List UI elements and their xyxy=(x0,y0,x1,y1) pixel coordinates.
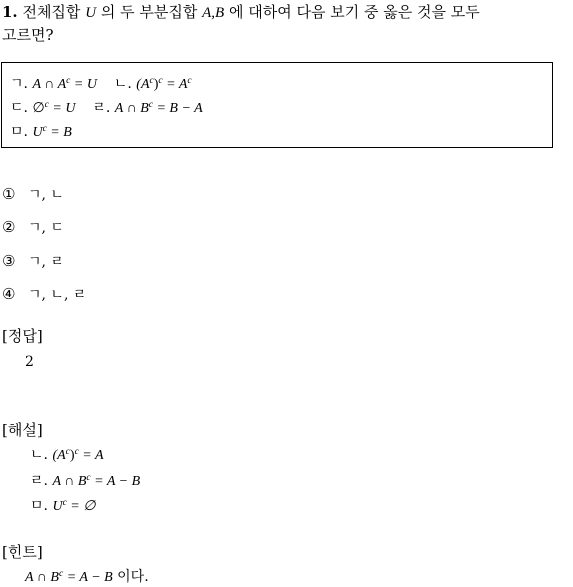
question-number: 1. xyxy=(2,3,18,21)
question-line-2: 고르면? xyxy=(2,26,54,44)
choice-2[interactable] xyxy=(2,218,64,237)
universal-set-var: U xyxy=(85,5,97,21)
hint-title: [힌트] xyxy=(2,543,43,561)
hint-line: A ∩ $B^c = A - B$ 이다. xyxy=(25,568,149,585)
choice-text-1: ㄱ, ㄴ xyxy=(28,187,64,203)
choice-mark-1: ① xyxy=(2,185,16,203)
choice-mark-2: ② xyxy=(2,218,16,236)
explanation-title: [해설] xyxy=(2,421,43,439)
explanation-line-2: ㄹ. A ∩ $B^c = A - B$ xyxy=(30,472,141,489)
explanation-line-1: ㄴ. $(A^c)^c = A$ xyxy=(30,446,104,463)
choice-text-4: ㄱ, ㄴ, ㄹ xyxy=(28,287,87,303)
bogi-row-2 xyxy=(10,100,203,117)
bogi-row-1 xyxy=(10,76,192,93)
bogi-item-1: ㄱ. A ∩ $A^c = U$ xyxy=(10,75,97,92)
bogi-item-3: ㄷ. ∅$^c$ = U xyxy=(10,99,76,116)
question-line-1 xyxy=(2,3,480,22)
answer-title: [정답] xyxy=(2,327,43,345)
subset-vars: A,B xyxy=(202,5,225,21)
question-text-b: 의 두 부분집합 xyxy=(100,3,198,21)
bogi-row-3 xyxy=(10,124,72,141)
bogi-item-4: ㄹ. A ∩ $B^c = B - A$ xyxy=(92,99,203,116)
choice-mark-4: ④ xyxy=(2,285,16,303)
choice-4[interactable] xyxy=(2,285,86,304)
bogi-item-2: ㄴ. $(A^c)^c = A^c$ xyxy=(113,75,192,92)
bogi-item-5: ㅁ. $U^c = B$ xyxy=(10,123,72,140)
answer-value: 2 xyxy=(25,354,34,370)
question-text-a: 전체집합 xyxy=(22,3,81,21)
choice-text-3: ㄱ, ㄹ xyxy=(28,254,64,270)
choice-1[interactable] xyxy=(2,185,64,204)
explanation-line-3: ㅁ. $U^c$ = ∅ xyxy=(30,497,96,514)
choice-3[interactable] xyxy=(2,252,64,271)
choice-text-2: ㄱ, ㄷ xyxy=(28,220,64,236)
choice-mark-3: ③ xyxy=(2,252,16,270)
bogi-box xyxy=(1,62,553,148)
question-text-c: 에 대하여 다음 보기 중 옳은 것을 모두 xyxy=(228,3,480,21)
